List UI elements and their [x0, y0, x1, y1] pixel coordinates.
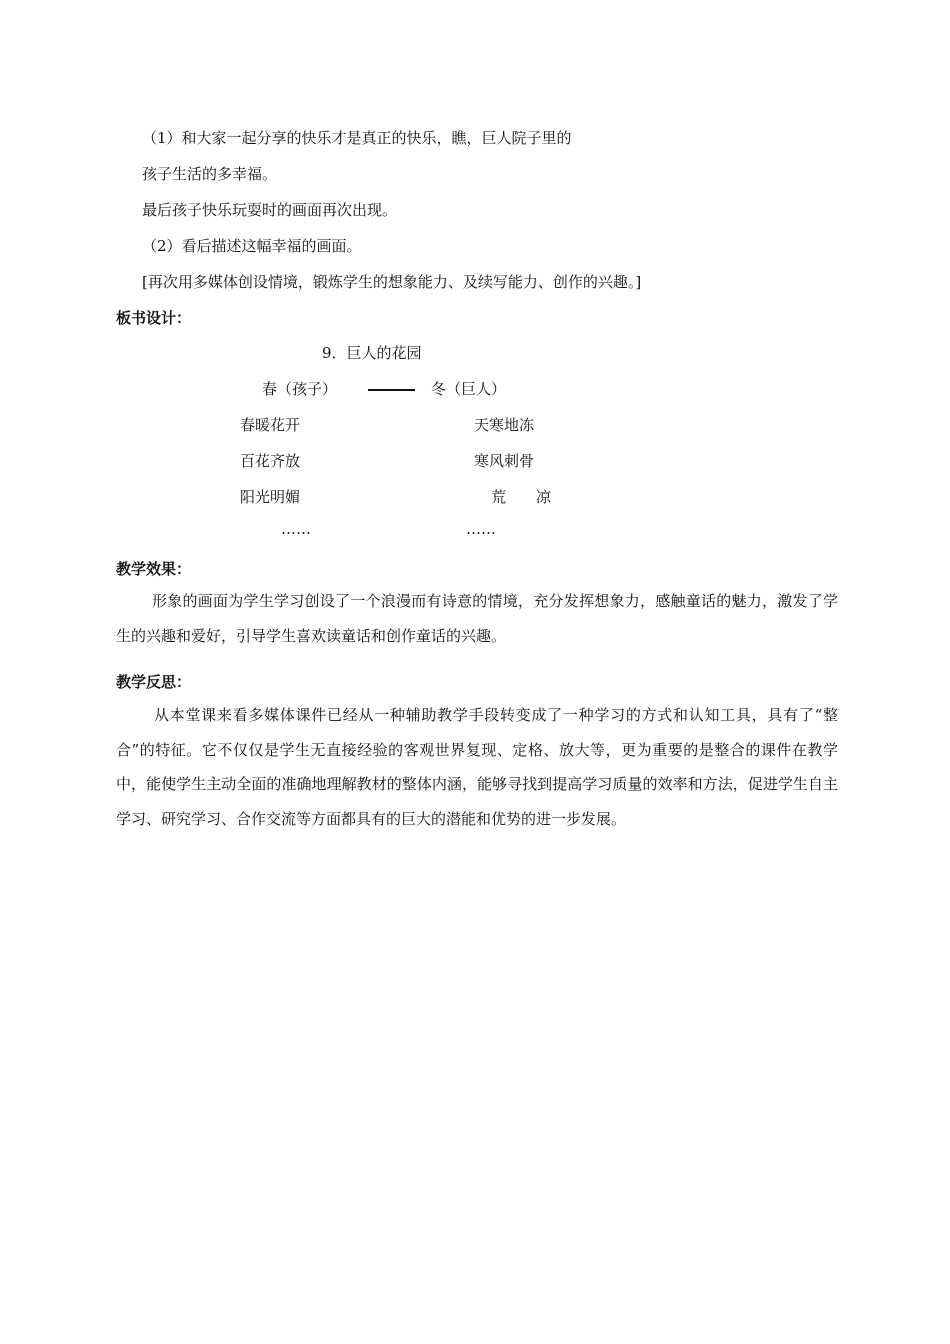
board-left-item-2: 百花齐放 [240, 452, 301, 470]
board-right-header: 冬（巨人） [431, 380, 507, 398]
board-right-item-1: 天寒地冻 [474, 416, 535, 434]
board-right-item-4: …… [466, 520, 496, 538]
reflection-paragraph: 从本堂课来看多媒体课件已经从一种辅助教学手段转变成了一种学习的方式和认知工具，具有了“整合”的特征。它不仅仅是学生无直接经验的客观世界复现、定格、放大等，更为重要的是整合的课件在教学中，能使学生主动全面的准确地理解教材的整体内涵，能够寻找到提高学习质量的效率和方法，促进学生自主学习、研究学习、合作交流等方面都具有的巨大的潜能和优势的进一步发展。 [116, 706, 838, 828]
intro-line-2: 孩子生活的多幸福。 [142, 165, 278, 183]
board-right-item-2: 寒风刺骨 [474, 452, 535, 470]
effect-paragraph: 形象的画面为学生学习创设了一个浪漫而有诗意的情境，充分发挥想象力，感触童话的魅力，激发了学生的兴趣和爱好，引导学生喜欢读童话和创作童话的兴趣。 [116, 592, 838, 645]
intro-line-1: （1）和大家一起分享的快乐才是真正的快乐，瞧，巨人院子里的 [142, 129, 572, 147]
board-title: 9．巨人的花园 [322, 344, 422, 362]
intro-line-3: 最后孩子快乐玩耍时的画面再次出现。 [142, 201, 398, 219]
board-left-item-4: …… [281, 520, 311, 538]
reflection-heading: 教学反思： [116, 673, 192, 691]
board-left-item-3: 阳光明媚 [240, 488, 301, 506]
board-left-item-1: 春暖花开 [240, 416, 301, 434]
intro-line-5: [再次用多媒体创设情境，锻炼学生的想象能力、及续写能力、创作的兴趣。] [142, 273, 642, 291]
board-left-header: 春（孩子） [262, 380, 338, 398]
board-right-item-3: 荒 凉 [491, 488, 552, 506]
intro-line-4: （2）看后描述这幅幸福的画面。 [142, 237, 362, 255]
board-heading: 板书设计： [116, 309, 192, 327]
board-connector-line [368, 389, 415, 391]
effect-heading: 教学效果： [116, 560, 192, 578]
